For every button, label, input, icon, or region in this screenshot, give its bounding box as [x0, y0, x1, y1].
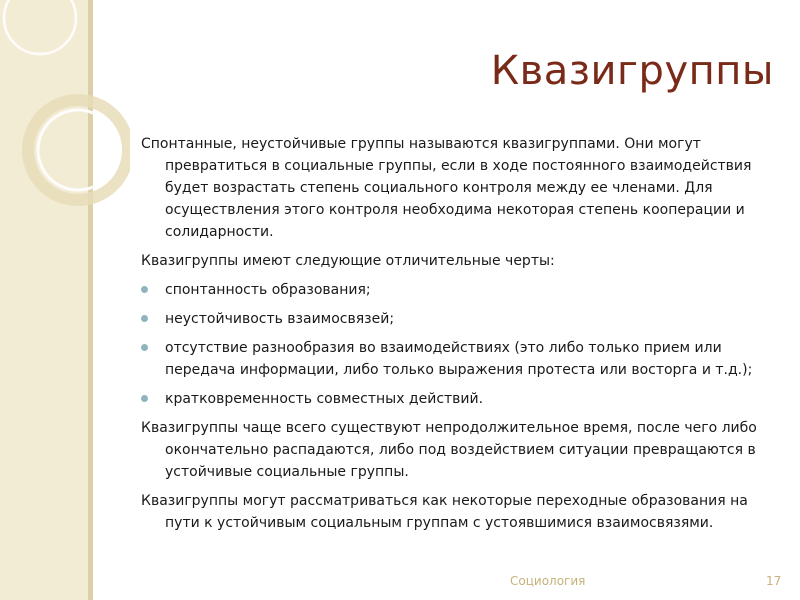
bullet-dot-icon	[141, 395, 148, 402]
slide-body	[141, 133, 781, 541]
page-number: 17	[766, 574, 782, 588]
list-item-text: отсутствие разнообразия во взаимодействиях (это либо только прием или передача информации, либо только выражения протеста или восторга и т.д.);	[165, 340, 753, 378]
list-item	[141, 308, 781, 330]
footer-subject: Социология	[510, 574, 586, 588]
decor-circle-top	[4, 0, 76, 54]
list-item	[141, 388, 781, 410]
duration-paragraph: Квазигруппы чаще всего существуют непродолжительное время, после чего либо окончательно распадаются, либо под воздействием ситуации превращаются в устойчивые социальные группы.	[141, 420, 757, 480]
list-item	[141, 337, 781, 381]
list-item-text: спонтанность образования;	[165, 282, 371, 298]
list-item-text: кратковременность совместных действий.	[165, 391, 484, 407]
intro-paragraph: Спонтанные, неустойчивые группы называются квазигруппами. Они могут превратиться в социальные группы, если в ходе постоянного взаимодействия будет возрастать степень социального контроля между ее членами. Для осуществления этого контроля необходима некоторая степень кооперации и солидарности.	[141, 136, 752, 240]
bullet-dot-icon	[141, 344, 148, 351]
decor-circle-middle	[28, 100, 128, 200]
bullet-dot-icon	[141, 286, 148, 293]
list-item-text: неустойчивость взаимосвязей;	[165, 311, 395, 327]
decor-circle-inner	[38, 110, 118, 190]
slide-title: Квазигруппы	[490, 48, 774, 94]
features-list	[141, 279, 781, 410]
list-item	[141, 279, 781, 301]
features-lead: Квазигруппы имеют следующие отличительные черты:	[141, 253, 555, 269]
bullet-dot-icon	[141, 315, 148, 322]
decorative-circles	[0, 0, 130, 210]
transition-paragraph: Квазигруппы могут рассматриваться как некоторые переходные образования на пути к устойчивым социальным группам с устоявшимися взаимосвязями.	[141, 493, 748, 531]
